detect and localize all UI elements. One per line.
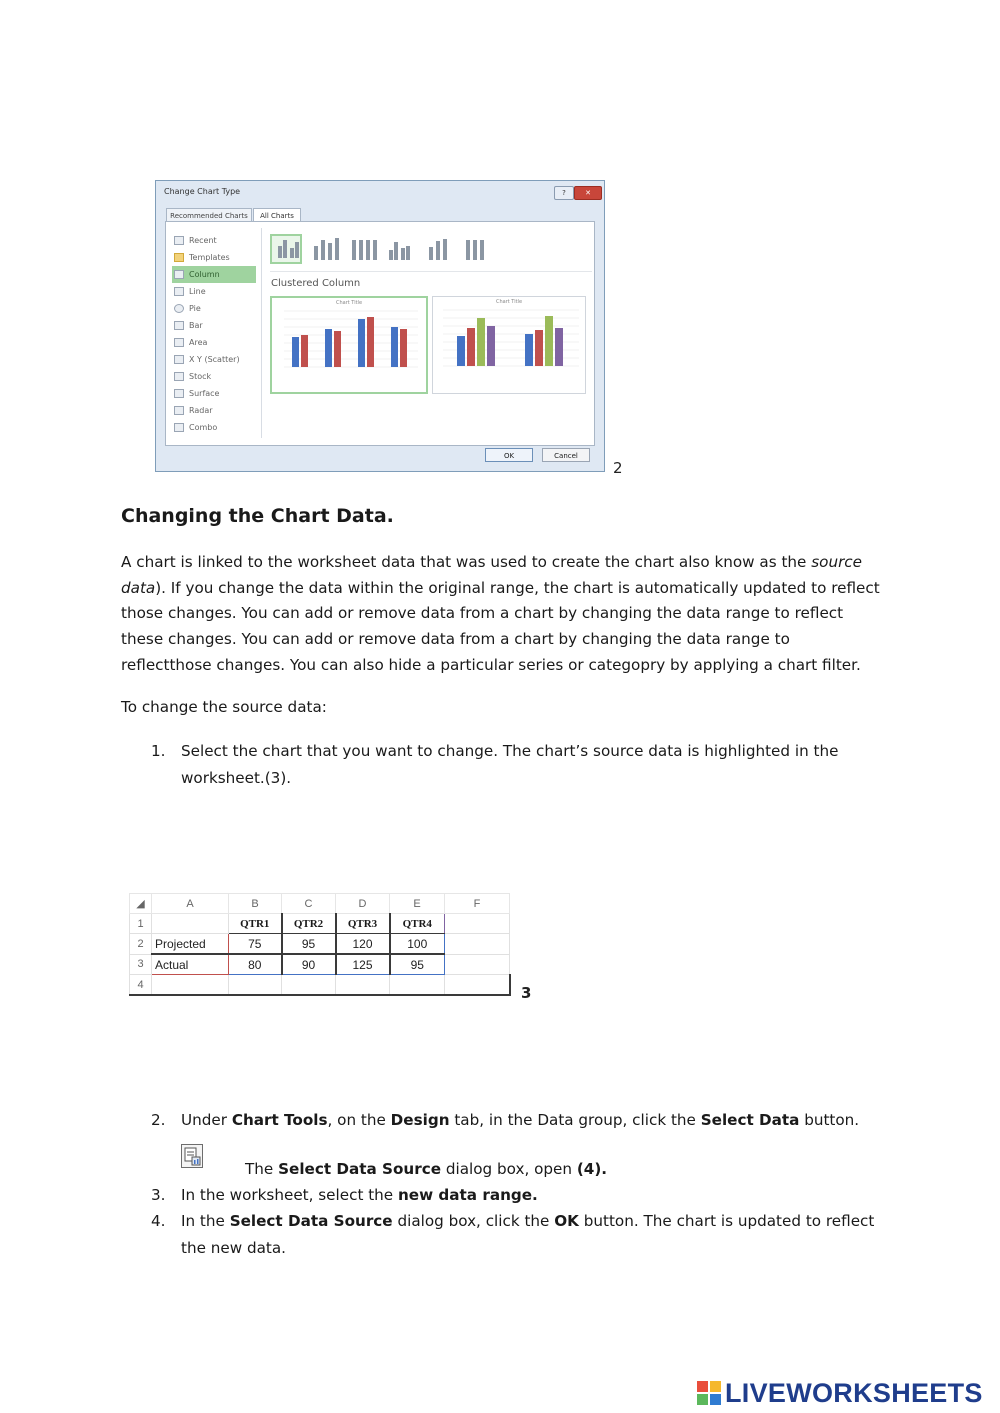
radar-chart-icon (174, 406, 184, 415)
cell-e1[interactable]: QTR4 (390, 914, 445, 934)
tab-recommended-charts[interactable]: Recommended Charts (166, 208, 252, 222)
preview-bar (334, 331, 341, 367)
logo-icon (697, 1381, 721, 1405)
cell-a3[interactable]: Actual (152, 954, 229, 975)
list-divider (261, 228, 262, 438)
close-button[interactable]: ✕ (574, 186, 602, 200)
preview-bar (325, 329, 332, 367)
select-all-corner[interactable]: ◢ (130, 894, 152, 914)
worksheet (129, 893, 511, 997)
bar-chart-icon (174, 321, 184, 330)
row-header-1[interactable]: 1 (130, 914, 152, 934)
gallery-separator (270, 271, 592, 272)
cell-a2[interactable]: Projected (152, 934, 229, 955)
cell-d4[interactable] (336, 975, 390, 996)
source-data-term: source data (121, 553, 863, 597)
3d-percent-column-icon[interactable] (458, 234, 490, 264)
cell-c3[interactable]: 90 (282, 954, 336, 975)
col-header-f[interactable]: F (445, 894, 510, 914)
preview-bar (535, 330, 543, 366)
chart-type-templates[interactable]: Templates (172, 249, 256, 266)
cell-f4[interactable] (445, 975, 510, 996)
area-chart-icon (174, 338, 184, 347)
pie-chart-icon (174, 304, 184, 313)
cell-e3[interactable]: 95 (390, 954, 445, 975)
step-4: 4. In the Select Data Source dialog box, click the OK button. The chart is updated to reflect the new data. (151, 1212, 875, 1257)
intro-paragraph: A chart is linked to the worksheet data that was used to create the chart also know as the source data). If you change the data within the original range, the chart is automatically updated to reflect those changes. You can add or remove data from a chart by changing the data range to reflect these changes. You can add or remove data from a chart by changing the data range to reflectthose changes. You can also hide a particular series or categopry by applying a chart filter. (121, 553, 880, 674)
preview-bar (391, 327, 398, 367)
stacked-column-icon[interactable] (308, 234, 340, 264)
preview-bar (525, 334, 533, 366)
preview-bar (301, 335, 308, 367)
cell-d3[interactable]: 125 (336, 954, 390, 975)
preview-chart-1 (274, 307, 424, 389)
column-headers (130, 894, 510, 914)
logo-text: LIVEWORKSHEETS (725, 1377, 983, 1408)
preview-chart-2 (435, 306, 583, 388)
cell-a1[interactable] (152, 914, 229, 934)
preview-bar (457, 336, 465, 366)
table-row (130, 975, 510, 996)
preview-bar (400, 329, 407, 367)
figure-number-2: 2 (613, 459, 623, 477)
chart-type-area[interactable]: Area (172, 334, 256, 351)
cell-f1[interactable] (445, 914, 510, 934)
preview-bar (467, 328, 475, 366)
surface-chart-icon (174, 389, 184, 398)
cell-d1[interactable]: QTR3 (336, 914, 390, 934)
cell-c2[interactable]: 95 (282, 934, 336, 955)
cell-b2[interactable]: 75 (229, 934, 282, 955)
col-header-d[interactable]: D (336, 894, 390, 914)
preview-bar (555, 328, 563, 366)
chart-type-column[interactable]: Column (172, 266, 256, 283)
cell-f2[interactable] (445, 934, 510, 955)
dialog-title: Change Chart Type (164, 187, 241, 196)
cell-c1[interactable]: QTR2 (282, 914, 336, 934)
chart-type-scatter[interactable]: X Y (Scatter) (172, 351, 256, 368)
chart-type-list (172, 232, 256, 436)
line-chart-icon (174, 287, 184, 296)
preview-bar (487, 326, 495, 366)
row-header-2[interactable]: 2 (130, 934, 152, 955)
step-3: 3. In the worksheet, select the new data range. (151, 1186, 538, 1204)
subtype-label: Clustered Column (271, 278, 361, 289)
cell-c4[interactable] (282, 975, 336, 996)
step-2-result: The Select Data Source dialog box, open (4). (245, 1160, 608, 1178)
table-row (130, 954, 510, 975)
chart-type-combo[interactable]: Combo (172, 419, 256, 436)
table-row (130, 914, 510, 934)
cell-b1[interactable]: QTR1 (229, 914, 282, 934)
stock-chart-icon (174, 372, 184, 381)
3d-stacked-column-icon[interactable] (421, 234, 453, 264)
chart-type-radar[interactable]: Radar (172, 402, 256, 419)
recent-icon (174, 236, 184, 245)
cell-d2[interactable]: 120 (336, 934, 390, 955)
figure-number-3: 3 (521, 984, 532, 1002)
liveworksheets-logo (697, 1378, 983, 1408)
col-header-e[interactable]: E (390, 894, 445, 914)
preview-bar (292, 337, 299, 367)
cell-a4[interactable] (152, 975, 229, 996)
combo-chart-icon (174, 423, 184, 432)
column-chart-icon (174, 270, 184, 279)
chart-type-surface[interactable]: Surface (172, 385, 256, 402)
col-header-a[interactable]: A (152, 894, 229, 914)
cell-b4[interactable] (229, 975, 282, 996)
preview-bar (477, 318, 485, 366)
chart-subtype-gallery (270, 234, 490, 266)
folder-icon (174, 253, 184, 262)
preview-by-category[interactable]: Chart Title (432, 296, 586, 394)
clustered-column-icon[interactable] (270, 234, 302, 264)
step-1: 1. Select the chart that you want to change. The chart’s source data is highlighted in the worksheet.(3). (151, 742, 839, 787)
scatter-chart-icon (174, 355, 184, 364)
chart-type-line[interactable]: Line (172, 283, 256, 300)
table-row (130, 934, 510, 955)
step-2: 2. Under Chart Tools, on the Design tab, in the Data group, click the Select Data button. (151, 1111, 860, 1129)
preview-by-series[interactable]: Chart Title (270, 296, 428, 394)
percent-stacked-column-icon[interactable] (346, 234, 378, 264)
to-change-line: To change the source data: (121, 698, 327, 716)
chart-type-recent[interactable]: Recent (172, 232, 256, 249)
cell-b3[interactable]: 80 (229, 954, 282, 975)
col-header-b[interactable]: B (229, 894, 282, 914)
select-data-icon[interactable] (181, 1144, 203, 1168)
preview-bar (545, 316, 553, 366)
cell-e4[interactable] (390, 975, 445, 996)
col-header-c[interactable]: C (282, 894, 336, 914)
help-button[interactable]: ? (554, 186, 574, 200)
dialog-body (165, 221, 595, 446)
chart-type-stock[interactable]: Stock (172, 368, 256, 385)
row-header-3[interactable]: 3 (130, 954, 152, 975)
chart-type-bar[interactable]: Bar (172, 317, 256, 334)
preview-bar (367, 317, 374, 367)
change-chart-type-dialog (155, 180, 605, 472)
cell-f3[interactable] (445, 954, 510, 975)
cancel-button[interactable]: Cancel (542, 448, 590, 462)
row-header-4[interactable]: 4 (130, 975, 152, 996)
ok-button[interactable]: OK (485, 448, 533, 462)
3d-clustered-column-icon[interactable] (383, 234, 415, 264)
preview-bar (358, 319, 365, 367)
cell-e2[interactable]: 100 (390, 934, 445, 955)
chart-type-pie[interactable]: Pie (172, 300, 256, 317)
tab-all-charts[interactable]: All Charts (253, 208, 301, 222)
section-heading: Changing the Chart Data. (121, 505, 394, 527)
